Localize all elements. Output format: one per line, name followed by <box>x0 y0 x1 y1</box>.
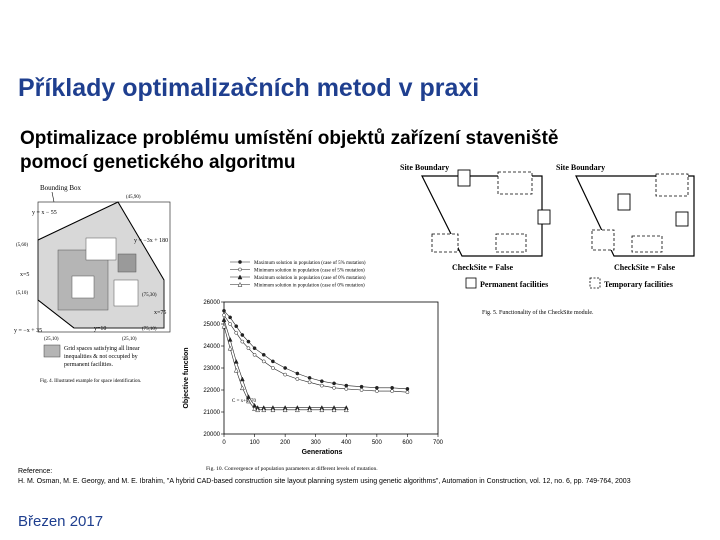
data-point <box>253 353 256 356</box>
site-left <box>422 170 550 256</box>
data-point <box>229 322 232 325</box>
data-point <box>235 331 238 334</box>
data-point <box>271 366 274 369</box>
series-line <box>224 311 407 389</box>
data-point <box>262 360 265 363</box>
figure4-caption: Fig. 4. Illustrated example for space identification. <box>40 379 142 384</box>
data-point <box>308 376 311 379</box>
figure10-caption: Fig. 10. Convergence of population parameters at different levels of mutation. <box>206 466 378 472</box>
site-boundary-label-left: Site Boundary <box>400 163 450 172</box>
figure5-caption: Fig. 5. Functionality of the CheckSite module. <box>482 310 594 316</box>
data-point <box>241 333 244 336</box>
data-point <box>296 372 299 375</box>
coordinate-left-upper: (5,60) <box>16 243 29 248</box>
reference-text: H. M. Osman, M. E. Georgy, and M. E. Ibrahim, "A hybrid CAD-based construction site layout planning system using genetic algorithms", Automation in Construction, vol. 12, no. 6, pp. 749-764, 2003 <box>18 478 631 485</box>
legend-label: Minimum solution in population (case of 0% mutation) <box>254 283 365 289</box>
coordinate-bottom-left: (25,10) <box>44 337 59 342</box>
figure-space-identification <box>14 180 184 392</box>
data-point <box>406 387 409 390</box>
data-point <box>240 377 244 381</box>
checksite-label-right: CheckSite = False <box>614 263 675 272</box>
data-point <box>238 260 241 263</box>
data-point <box>229 316 232 319</box>
data-point <box>360 388 363 391</box>
data-point <box>247 340 250 343</box>
legend-permanent-swatch <box>466 278 476 288</box>
data-point <box>375 390 378 393</box>
reference-label: Reference: <box>18 468 53 475</box>
data-point <box>222 314 225 317</box>
slide-title: Příklady optimalizačních metod v praxi <box>18 74 480 102</box>
x-tick-label: 300 <box>310 440 321 446</box>
equation-right: y = −3x + 180 <box>134 238 169 244</box>
y-tick-label: 24000 <box>203 344 220 350</box>
x-tick-label: 100 <box>249 440 260 446</box>
equation-bottom-left: y = −x + 35 <box>14 328 43 334</box>
chart-marks <box>222 309 409 412</box>
x-tick-label: 0 <box>222 440 226 446</box>
legend-permanent-label: Permanent facilities <box>480 280 549 289</box>
permanent-facility <box>538 210 550 224</box>
data-point <box>360 385 363 388</box>
temporary-facility <box>632 236 662 252</box>
data-point <box>238 268 241 271</box>
chart-legend <box>230 260 366 288</box>
coordinate-right-upper: (75,30) <box>142 293 157 298</box>
data-point <box>375 386 378 389</box>
data-point <box>320 384 323 387</box>
data-point <box>345 384 348 387</box>
permanent-facility <box>618 194 630 210</box>
plot-frame <box>224 302 438 434</box>
data-point <box>308 381 311 384</box>
data-point <box>222 318 226 322</box>
data-point <box>284 366 287 369</box>
coordinate-right-lower: (75,10) <box>142 327 157 332</box>
site-boundary-label-right: Site Boundary <box>556 163 606 172</box>
temporary-facility <box>496 234 526 252</box>
chart-axes <box>203 300 443 446</box>
legend-text-line3: permanent facilities. <box>64 362 113 368</box>
data-point <box>241 340 244 343</box>
data-point <box>332 382 335 385</box>
coordinate-bottom-right: (25,10) <box>122 337 137 342</box>
grid-area <box>38 202 170 332</box>
temporary-facility <box>656 174 688 196</box>
y-tick-label: 22000 <box>203 388 220 394</box>
data-point <box>234 368 238 372</box>
y-tick-label: 23000 <box>203 366 220 372</box>
data-point <box>240 386 244 390</box>
y-tick-label: 21000 <box>203 410 220 416</box>
temporary-facility <box>498 172 532 194</box>
temporary-facility <box>432 234 458 252</box>
data-point <box>391 390 394 393</box>
data-point <box>222 309 225 312</box>
series-line <box>224 315 407 392</box>
chart-annotation: C = x+6, 70 <box>232 399 256 404</box>
data-point <box>234 359 238 363</box>
coordinate-left-lower: (5,10) <box>16 291 29 296</box>
data-point <box>262 353 265 356</box>
equation-x75: x=75 <box>154 310 167 316</box>
permanent-facility <box>458 170 470 186</box>
bounding-box-label: Bounding Box <box>40 184 82 192</box>
legend-grid-swatch <box>44 345 60 357</box>
legend-text-line2: inequalities & not occupied by <box>64 354 138 360</box>
equation-top: y = x − 55 <box>32 210 57 216</box>
x-tick-label: 500 <box>371 440 382 446</box>
x-tick-label: 200 <box>280 440 291 446</box>
chart-x-axis-label: Generations <box>301 449 343 456</box>
slide-subtitle-line2: pomocí genetického algoritmu <box>20 152 296 173</box>
site-right <box>576 174 694 256</box>
data-point <box>247 347 250 350</box>
data-point <box>228 346 232 350</box>
slide-subtitle-line1: Optimalizace problému umístění objektů zařízení staveniště <box>20 128 559 149</box>
coordinate-top: (45,90) <box>126 195 141 200</box>
legend-temporary-label: Temporary facilities <box>604 280 673 289</box>
series-line <box>224 320 346 408</box>
checksite-label-left: CheckSite = False <box>452 263 513 272</box>
data-point <box>332 386 335 389</box>
temporary-facility <box>592 230 614 250</box>
y-tick-label: 25000 <box>203 322 220 328</box>
data-point <box>253 347 256 350</box>
x-tick-label: 400 <box>341 440 352 446</box>
legend-text-line1: Grid spaces satisfying all linear <box>64 346 140 352</box>
chart-y-axis-label: Objective function <box>183 347 190 409</box>
equation-x5: x=5 <box>20 272 30 278</box>
data-point <box>320 380 323 383</box>
legend-temporary-swatch <box>590 278 600 288</box>
chart-convergence <box>176 258 462 474</box>
data-point <box>406 391 409 394</box>
data-point <box>391 386 394 389</box>
data-point <box>235 325 238 328</box>
equation-y10: y=10 <box>94 326 107 332</box>
legend-label: Maximum solution in population (case of 5% mutation) <box>254 261 366 266</box>
legend-label: Minimum solution in population (case of 5% mutation) <box>254 268 365 274</box>
data-point <box>271 360 274 363</box>
data-point <box>228 337 232 341</box>
data-point <box>296 377 299 380</box>
x-tick-label: 600 <box>402 440 413 446</box>
y-tick-label: 20000 <box>203 432 220 438</box>
permanent-facility <box>676 212 688 226</box>
data-point <box>284 373 287 376</box>
y-tick-label: 26000 <box>203 300 220 306</box>
slide-date: Březen 2017 <box>18 513 104 530</box>
x-tick-label: 700 <box>432 440 444 446</box>
data-point <box>345 387 348 390</box>
legend-label: Maximum solution in population (case of 0% mutation) <box>254 276 366 281</box>
